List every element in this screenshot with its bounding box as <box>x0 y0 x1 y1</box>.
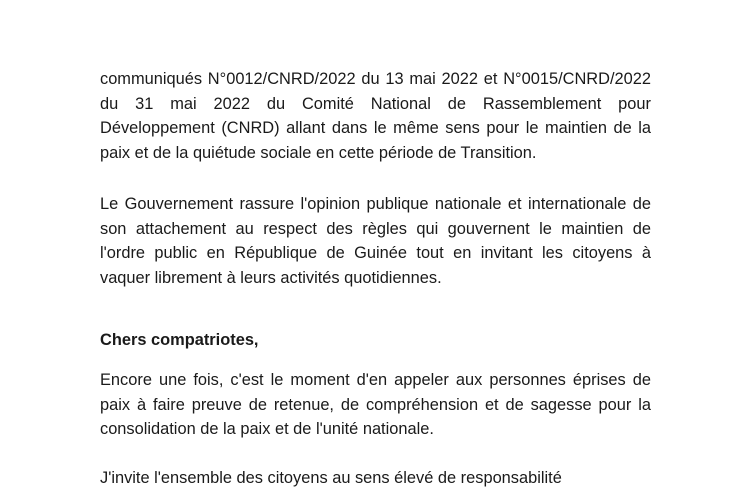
paragraph-appel-paix: Encore une fois, c'est le moment d'en appeler aux personnes éprises de paix à faire preuve de retenue, de compréhension et de sagesse pour la consolidation de la paix et de l'unité nationale. <box>100 371 651 439</box>
paragraph-communiques: communiqués N°0012/CNRD/2022 du 13 mai 2022 et N°0015/CNRD/2022 du 31 mai 2022 du Comité National de Rassemblement pour Développement (CNRD) allant dans le même sens pour le maintien de la paix et de la quiétude sociale en cette période de Transition. <box>100 70 651 162</box>
paragraph-gouvernement: Le Gouvernement rassure l'opinion publique nationale et internationale de son attachement au respect des règles qui gouvernent le maintien de l'ordre public en République de Guinée tout en invitant les citoyens à vaquer librement à leurs activités quotidiennes. <box>100 195 651 287</box>
paragraph-invitation: J'invite l'ensemble des citoyens au sens élevé de responsabilité <box>100 469 562 487</box>
salutation-heading: Chers compatriotes, <box>100 331 259 349</box>
